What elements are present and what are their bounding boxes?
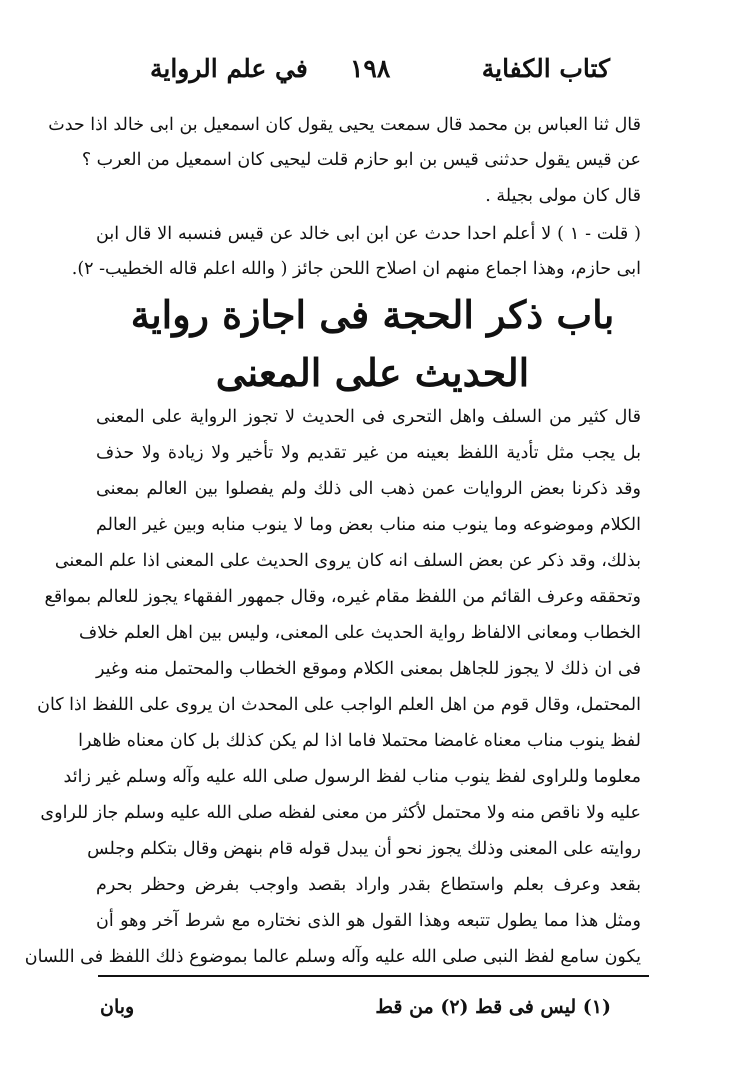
running-header [150, 54, 610, 90]
page-number: ١٩٨ [350, 54, 391, 83]
text-line: بذلك، وقد ذكر عن بعض السلف انه كان يروى الحديث على المعنى اذا علم المعنى [54, 551, 641, 571]
text-line: ابى حازم، وهذا اجماع منهم ان اصلاح اللحن جائز ( والله اعلم قاله الخطيب- ٢). [71, 259, 641, 279]
text-line: بل يجب مثل تأدية اللفظ بعينه من غير تقديم ولا تأخير ولا زيادة ولا حذف [96, 443, 641, 463]
text-line: ومثل هذا مما يطول تتبعه وهذا القول هو الذى نختاره مع شرط آخر وهو أن [96, 911, 641, 931]
text-line: المحتمل، وقال قوم من اهل العلم الواجب على المحدث ان يروى على اللفظ اذا كان [37, 695, 641, 715]
text-line: وتحققه وعرف القائم من اللفظ مقام غيره، وقال جمهور الفقهاء يجوز للعالم بمواقع [44, 587, 641, 607]
text-line: الكلام وموضوعه وما ينوب منه مناب بعض وما لا ينوب منابه وبين غير العالم [96, 515, 641, 535]
text-line: بقعد وعرف بعلم واستطاع بقدر واراد بقصد واوجب بفرض وحظر بحرم [96, 875, 641, 895]
footnote: (١) ليس فى قط (٢) من قط [375, 996, 611, 1018]
catchword: وبان [100, 996, 135, 1018]
text-line: فى ان ذلك لا يجوز للجاهل بمعنى الكلام وموقع الخطاب والمحتمل منه وغير [96, 659, 641, 679]
text-line: عليه ولا ناقص منه ولا محتمل لأكثر من معنى لفظه صلى الله عليه وسلم جاز للراوى [40, 803, 641, 823]
text-line: وقد ذكرنا بعض الروايات عمن ذهب الى ذلك ولم يفصلوا بين العالم بمعنى [96, 479, 641, 499]
text-line: ( قلت - ١ ) لا أعلم احدا حدث عن ابن ابى خالد عن قيس فنسبه الا قال ابن [96, 224, 641, 244]
text-line: قال كثير من السلف واهل التحرى فى الحديث لا تجوز الرواية على المعنى [96, 407, 641, 427]
footnote-divider [98, 975, 649, 977]
text-line: عن قيس يقول حدثنى قيس بن ابو حازم قلت ليحيى كان اسمعيل من العرب ؟ [81, 150, 641, 170]
text-line: الخطاب ومعانى الالفاظ رواية الحديث على المعنى، وليس بين اهل العلم خلاف [79, 623, 641, 643]
text-line: قال ثنا العباس بن محمد قال سمعت يحيى يقول كان اسمعيل بن ابى خالد اذا حدث [48, 115, 641, 135]
book-title: كتاب الكفاية [481, 54, 610, 83]
text-line: معلوما وللراوى لفظ ينوب مناب لفظ الرسول صلى الله عليه وآله وسلم غير زائد [63, 767, 641, 787]
text-line: لفظ ينوب مناب معناه غامضا محتملا فاما اذا لم يكن كذلك بل كان معناه ظاهرا [78, 731, 641, 751]
text-line: قال كان مولى بجيلة . [485, 186, 641, 206]
section-title: في علم الرواية [150, 54, 308, 83]
chapter-title-continued: الحديث على المعنى [215, 350, 530, 395]
text-line: روايته على المعنى وذلك يجوز نحو أن يبدل قوله قام بنهض وقال بتكلم وجلس [87, 839, 641, 859]
text-line: يكون سامع لفظ النبى صلى الله عليه وآله وسلم عالما بموضوع ذلك اللفظ فى اللسان [24, 947, 641, 967]
chapter-title: باب ذكر الحجة فى اجازة رواية [130, 292, 615, 337]
